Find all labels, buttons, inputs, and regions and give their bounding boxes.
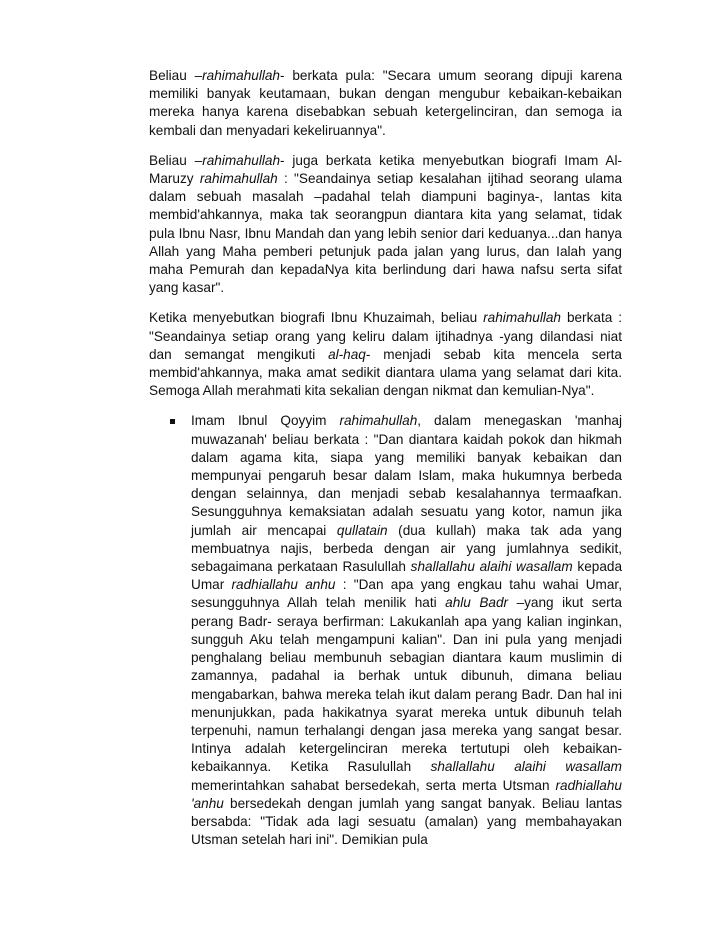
italic-term: rahimahullah [202, 152, 281, 168]
italic-term: ahlu Badr [445, 595, 509, 611]
text: Ketika menyebutkan biografi Ibnu Khuzaimah, beliau [149, 310, 484, 326]
square-bullet-icon [170, 419, 175, 424]
italic-term: al-haq [328, 346, 366, 362]
text: - berkata pula: "Secara umum seorang dipuji karena memiliki banyak keutamaan, bukan dengan mengubur kebaikan-kebaikan mereka hanya karena disebabkan sebuah ketergelinciran, dan semoga ia kembali dan menyadari kekeliruannya". [149, 68, 623, 138]
italic-term: rahimahullah [483, 310, 561, 326]
italic-term: qullatain [336, 522, 388, 538]
text: Beliau – [149, 152, 203, 168]
paragraph-2 [149, 152, 622, 298]
text: –yang ikut serta perang Badr- seraya berfirman: Lakukanlah apa yang kalian inginkan, sungguh Aku telah mengampuni kalian". Dan ini pula yang menjadi penghalang beliau membunuh sebagian diantara kaum muslimin di zamannya, padahal ia berhak untuk dibunuh, dimana beliau mengabarkan, bahwa mereka telah ikut dalam perang Badr. Dan hal ini menunjukkan, pada hakikatnya syarat mereka untuk dibunuh telah terpenuhi, namun terhalangi dengan jasa mereka yang sangat besar. Intinya adalah ketergelinciran mereka tertutupi oleh kebaikan-kebaikannya. Ketika Rasulullah [191, 595, 622, 775]
text: , dalam menegaskan 'manhaj muwazanah' beliau berkata : "Dan diantara kaidah pokok dan hikmah dalam agama kita, siapa yang memiliki banyak kebaikan dan mempunyai pengaruh besar dalam Islam, maka hukumnya berbeda dengan selainnya, dan menjadi sebab kesalahannya termaafkan. Sesungguhnya kemaksiatan adalah sesuatu yang kotor, namun jika jumlah air mencapai [191, 413, 622, 538]
italic-term: rahimahullah [202, 68, 280, 83]
document-page [149, 67, 622, 849]
bullet-text [191, 412, 622, 849]
text: kepada Umar [191, 559, 622, 593]
italic-term: rahimahullah [339, 413, 418, 429]
text: bersedekah dengan jumlah yang sangat banyak. Beliau lantas bersabda: "Tidak ada lagi sesuatu (amalan) yang membahayakan Utsman setelah hari ini". Demikian pula [191, 795, 622, 848]
italic-term: shallallahu alaihi wasallam [430, 759, 622, 775]
bullet-item [149, 412, 622, 849]
italic-term: radhiallahu anhu [231, 577, 336, 593]
italic-term: rahimahullah [199, 171, 278, 187]
text: Beliau – [149, 68, 203, 83]
text: - menjadi sebab kita mencela serta membid'ahkannya, maka amat sedikit diantara ulama yang selamat dari kita. Semoga Allah merahmati kita sekalian dengan nikmat dan kemulian-Nya". [149, 346, 622, 399]
paragraph-1 [149, 67, 622, 140]
text: memerintahkan sahabat bersedekah, serta merta Utsman [191, 777, 556, 793]
paragraph-3 [149, 309, 622, 400]
italic-term: shallallahu alaihi wasallam [410, 559, 573, 575]
text: : "Dan apa yang engkau tahu wahai Umar, sesungguhnya Allah telah menilik hati [191, 577, 622, 611]
text: - juga berkata ketika menyebutkan biografi Imam Al-Maruzy [149, 152, 622, 187]
text: berkata : "Seandainya setiap orang yang keliru dalam ijtihadnya -yang dilandasi niat dan semangat mengikuti [149, 310, 622, 362]
italic-term: radhiallahu 'anhu [191, 777, 622, 811]
text: Imam Ibnul Qoyyim [191, 413, 340, 429]
text: : "Seandainya setiap kesalahan ijtihad seorang ulama dalam sebuah masalah –padahal telah diampuni baginya-, lantas kita membid'ahkannya, maka tak seorangpun diantara kita yang selamat, tidak pula Ibnu Nasr, Ibnu Mandah dan yang lebih senior dari keduanya...dan hanya Allah yang Maha pemberi petunjuk pada jalan yang lurus, dan Ialah yang maha Pemurah dan kepadaNya kita berlindung dari hawa nafsu serta sifat yang kasar". [149, 171, 623, 296]
text: (dua kullah) maka tak ada yang membuatnya najis, berbeda dengan air yang jumlahnya sedikit, sebagaimana perkataan Rasulullah [191, 522, 622, 575]
